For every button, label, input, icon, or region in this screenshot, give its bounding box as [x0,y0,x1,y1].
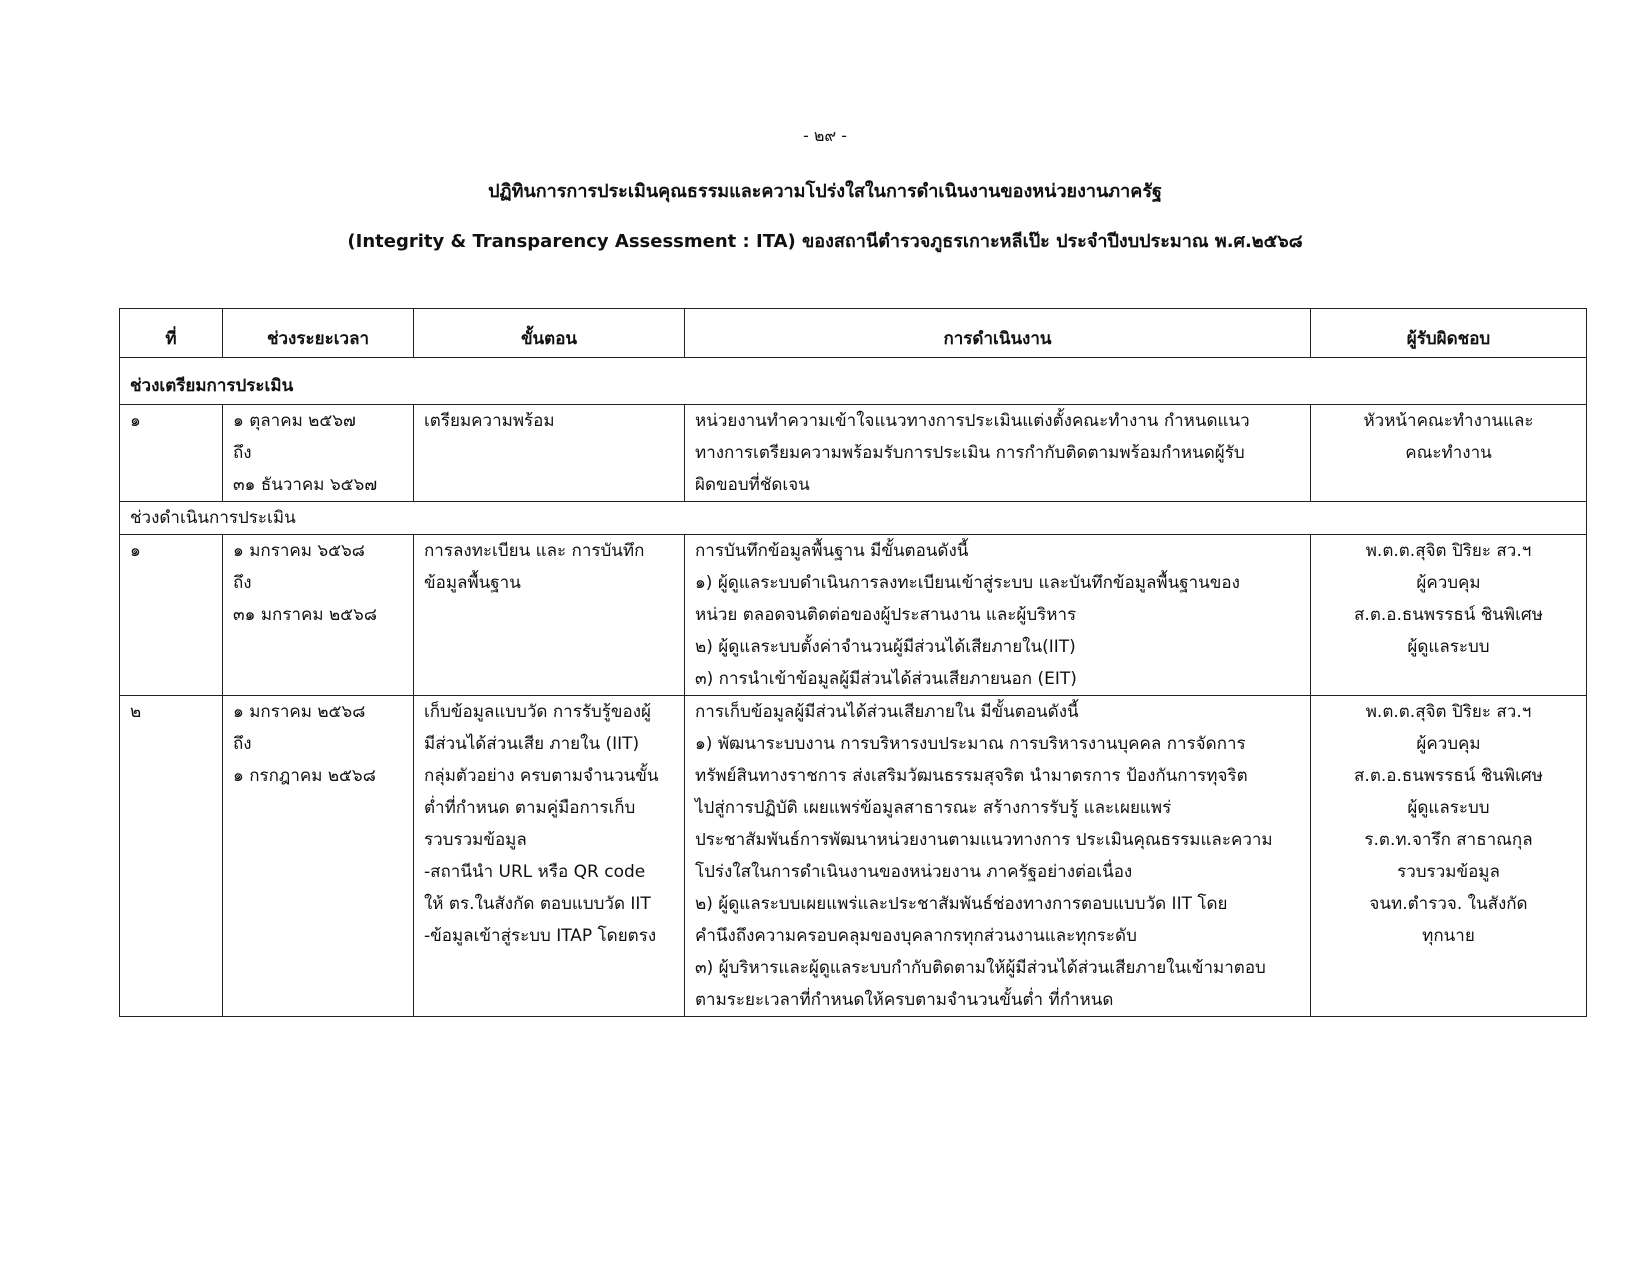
action-line: การเก็บข้อมูลผู้มีส่วนได้ส่วนเสียภายใน มีขั้นตอนดังนี้ [695,702,1079,722]
step-line: กลุ่มตัวอย่าง ครบตามจำนวนขั้น [424,766,659,786]
step-line: เก็บข้อมูลแบบวัด การรับรู้ของผู้ [424,702,651,722]
responsible-line: ผู้ควบคุม [1416,573,1481,593]
responsible-line: ร.ต.ท.จารึก สาธาณกุล [1364,830,1533,850]
step-line: -สถานีนำ URL หรือ QR code [424,862,646,882]
row-responsible [1311,405,1587,502]
row-period [223,696,414,1017]
step-line: ข้อมูลพื้นฐาน [424,573,521,593]
row-period [223,405,414,502]
row-responsible [1311,696,1587,1017]
header-action: การดำเนินงาน [685,309,1311,358]
responsible-line: คณะทำงาน [1405,443,1492,463]
row-no: ๑ [120,405,223,502]
section-label: ช่วงเตรียมการประเมิน [120,358,1587,405]
step-line: มีส่วนได้ส่วนเสีย ภายใน (IIT) [424,734,640,754]
responsible-line: ผู้ดูแลระบบ [1407,798,1490,818]
step-line: รวบรวมข้อมูล [424,830,527,850]
section-row-assessment [120,502,1587,535]
responsible-line: ทุกนาย [1422,926,1475,946]
row-no: ๑ [120,535,223,696]
action-line: ผิดขอบที่ชัดเจน [695,475,810,495]
period-line: ถึง [233,573,252,593]
page-number: - ๒๙ - [803,126,847,145]
row-action [685,696,1311,1017]
row-step [414,405,685,502]
action-line: หน่วยงานทำความเข้าใจแนวทางการประเมินแต่งตั้งคณะทำงาน กำหนดแนว [695,411,1250,431]
action-line: ไปสู่การปฏิบัติ เผยแพร่ข้อมูลสาธารณะ สร้างการรับรู้ และเผยแพร่ [695,798,1172,818]
row-responsible [1311,535,1587,696]
responsible-line: ส.ต.อ.ธนพรรธน์ ชินพิเศษ [1354,605,1543,625]
action-line: หน่วย ตลอดจนติดต่อของผู้ประสานงาน และผู้บริหาร [695,605,1077,625]
document-subtitle: (Integrity & Transparency Assessment : ITA) ของสถานีตำรวจภูธรเกาะหลีเป๊ะ ประจำปีงบประมาณ พ.ศ.๒๕๖๘ [347,231,1303,252]
table-row [120,405,1587,502]
step-line: การลงทะเบียน และ การบันทึก [424,541,645,561]
action-line: ๓) ผู้บริหารและผู้ดูแลระบบกำกับติดตามให้ผู้มีส่วนได้ส่วนเสียภายในเข้ามาตอบ [695,958,1266,978]
period-line: ๑ มกราคม ๖๕๖๘ [233,541,365,561]
row-no: ๒ [120,696,223,1017]
responsible-line: ผู้ควบคุม [1416,734,1481,754]
action-line: ๒) ผู้ดูแลระบบเผยแพร่และประชาสัมพันธ์ช่องทางการตอบแบบวัด IIT โดย [695,894,1228,914]
period-line: ๓๑ ธันวาคม ๖๕๖๗ [233,475,378,495]
period-line: ๑ ตุลาคม ๒๕๖๗ [233,411,356,431]
row-step [414,696,685,1017]
header-step: ขั้นตอน [414,309,685,358]
document-title: ปฏิทินการการประเมินคุณธรรมและความโปร่งใสในการดำเนินงานของหน่วยงานภาครัฐ [488,181,1162,202]
table-row [120,535,1587,696]
section-row-preparation [120,358,1587,405]
action-line: โปร่งใสในการดำเนินงานของหน่วยงาน ภาครัฐอย่างต่อเนื่อง [695,862,1133,882]
period-line: ๓๑ มกราคม ๒๕๖๘ [233,605,377,625]
responsible-line: รวบรวมข้อมูล [1397,862,1500,882]
responsible-line: ผู้ดูแลระบบ [1407,637,1490,657]
action-line: ๑) พัฒนาระบบงาน การบริหารงบประมาณ การบริหารงานบุคคล การจัดการ [695,734,1246,754]
action-line: ๓) การนำเข้าข้อมูลผู้มีส่วนได้ส่วนเสียภายนอก (EIT) [695,669,1077,689]
responsible-line: พ.ต.ต.สุจิต ปิริยะ สว.ฯ [1365,541,1532,561]
action-line: คำนึงถึงความครอบคลุมของบุคลากรทุกส่วนงานและทุกระดับ [695,926,1137,946]
step-line: -ข้อมูลเข้าสู่ระบบ ITAP โดยตรง [424,926,657,946]
period-line: ๑ มกราคม ๒๕๖๘ [233,702,366,722]
row-action [685,535,1311,696]
action-line: ๒) ผู้ดูแลระบบตั้งค่าจำนวนผู้มีส่วนได้เสียภายใน(IIT) [695,637,1076,657]
row-step [414,535,685,696]
ita-calendar-table [119,308,1587,1017]
section-label: ช่วงดำเนินการประเมิน [120,502,1587,535]
responsible-line: จนท.ตำรวจ. ในสังกัด [1369,894,1528,914]
action-line: การบันทึกข้อมูลพื้นฐาน มีขั้นตอนดังนี้ [695,541,969,561]
action-line: ทรัพย์สินทางราชการ ส่งเสริมวัฒนธรรมสุจริต นำมาตรการ ป้องกันการทุจริต [695,766,1248,786]
responsible-line: พ.ต.ต.สุจิต ปิริยะ สว.ฯ [1365,702,1532,722]
action-line: ๑) ผู้ดูแลระบบดำเนินการลงทะเบียนเข้าสู่ระบบ และบันทึกข้อมูลพื้นฐานของ [695,573,1240,593]
step-line: เตรียมความพร้อม [424,411,555,431]
period-line: ถึง [233,443,252,463]
step-line: ให้ ตร.ในสังกัด ตอบแบบวัด IIT [424,894,651,914]
row-action [685,405,1311,502]
responsible-line: ส.ต.อ.ธนพรรธน์ ชินพิเศษ [1354,766,1543,786]
table-row [120,696,1587,1017]
row-period [223,535,414,696]
action-line: ตามระยะเวลาที่กำหนดให้ครบตามจำนวนขั้นต่ำ ที่กำหนด [695,990,1114,1010]
header-period: ช่วงระยะเวลา [223,309,414,358]
responsible-line: หัวหน้าคณะทำงานและ [1363,411,1534,431]
action-line: ทางการเตรียมความพร้อมรับการประเมิน การกำกับติดตามพร้อมกำหนดผู้รับ [695,443,1245,463]
action-line: ประชาสัมพันธ์การพัฒนาหน่วยงานตามแนวทางการ ประเมินคุณธรรมและความ [695,830,1273,850]
header-responsible: ผู้รับผิดชอบ [1311,309,1587,358]
period-line: ถึง [233,734,252,754]
step-line: ต่ำที่กำหนด ตามคู่มือการเก็บ [424,798,636,818]
table-header-row [120,309,1587,358]
header-no: ที่ [120,309,223,358]
period-line: ๑ กรกฎาคม ๒๕๖๘ [233,766,376,786]
